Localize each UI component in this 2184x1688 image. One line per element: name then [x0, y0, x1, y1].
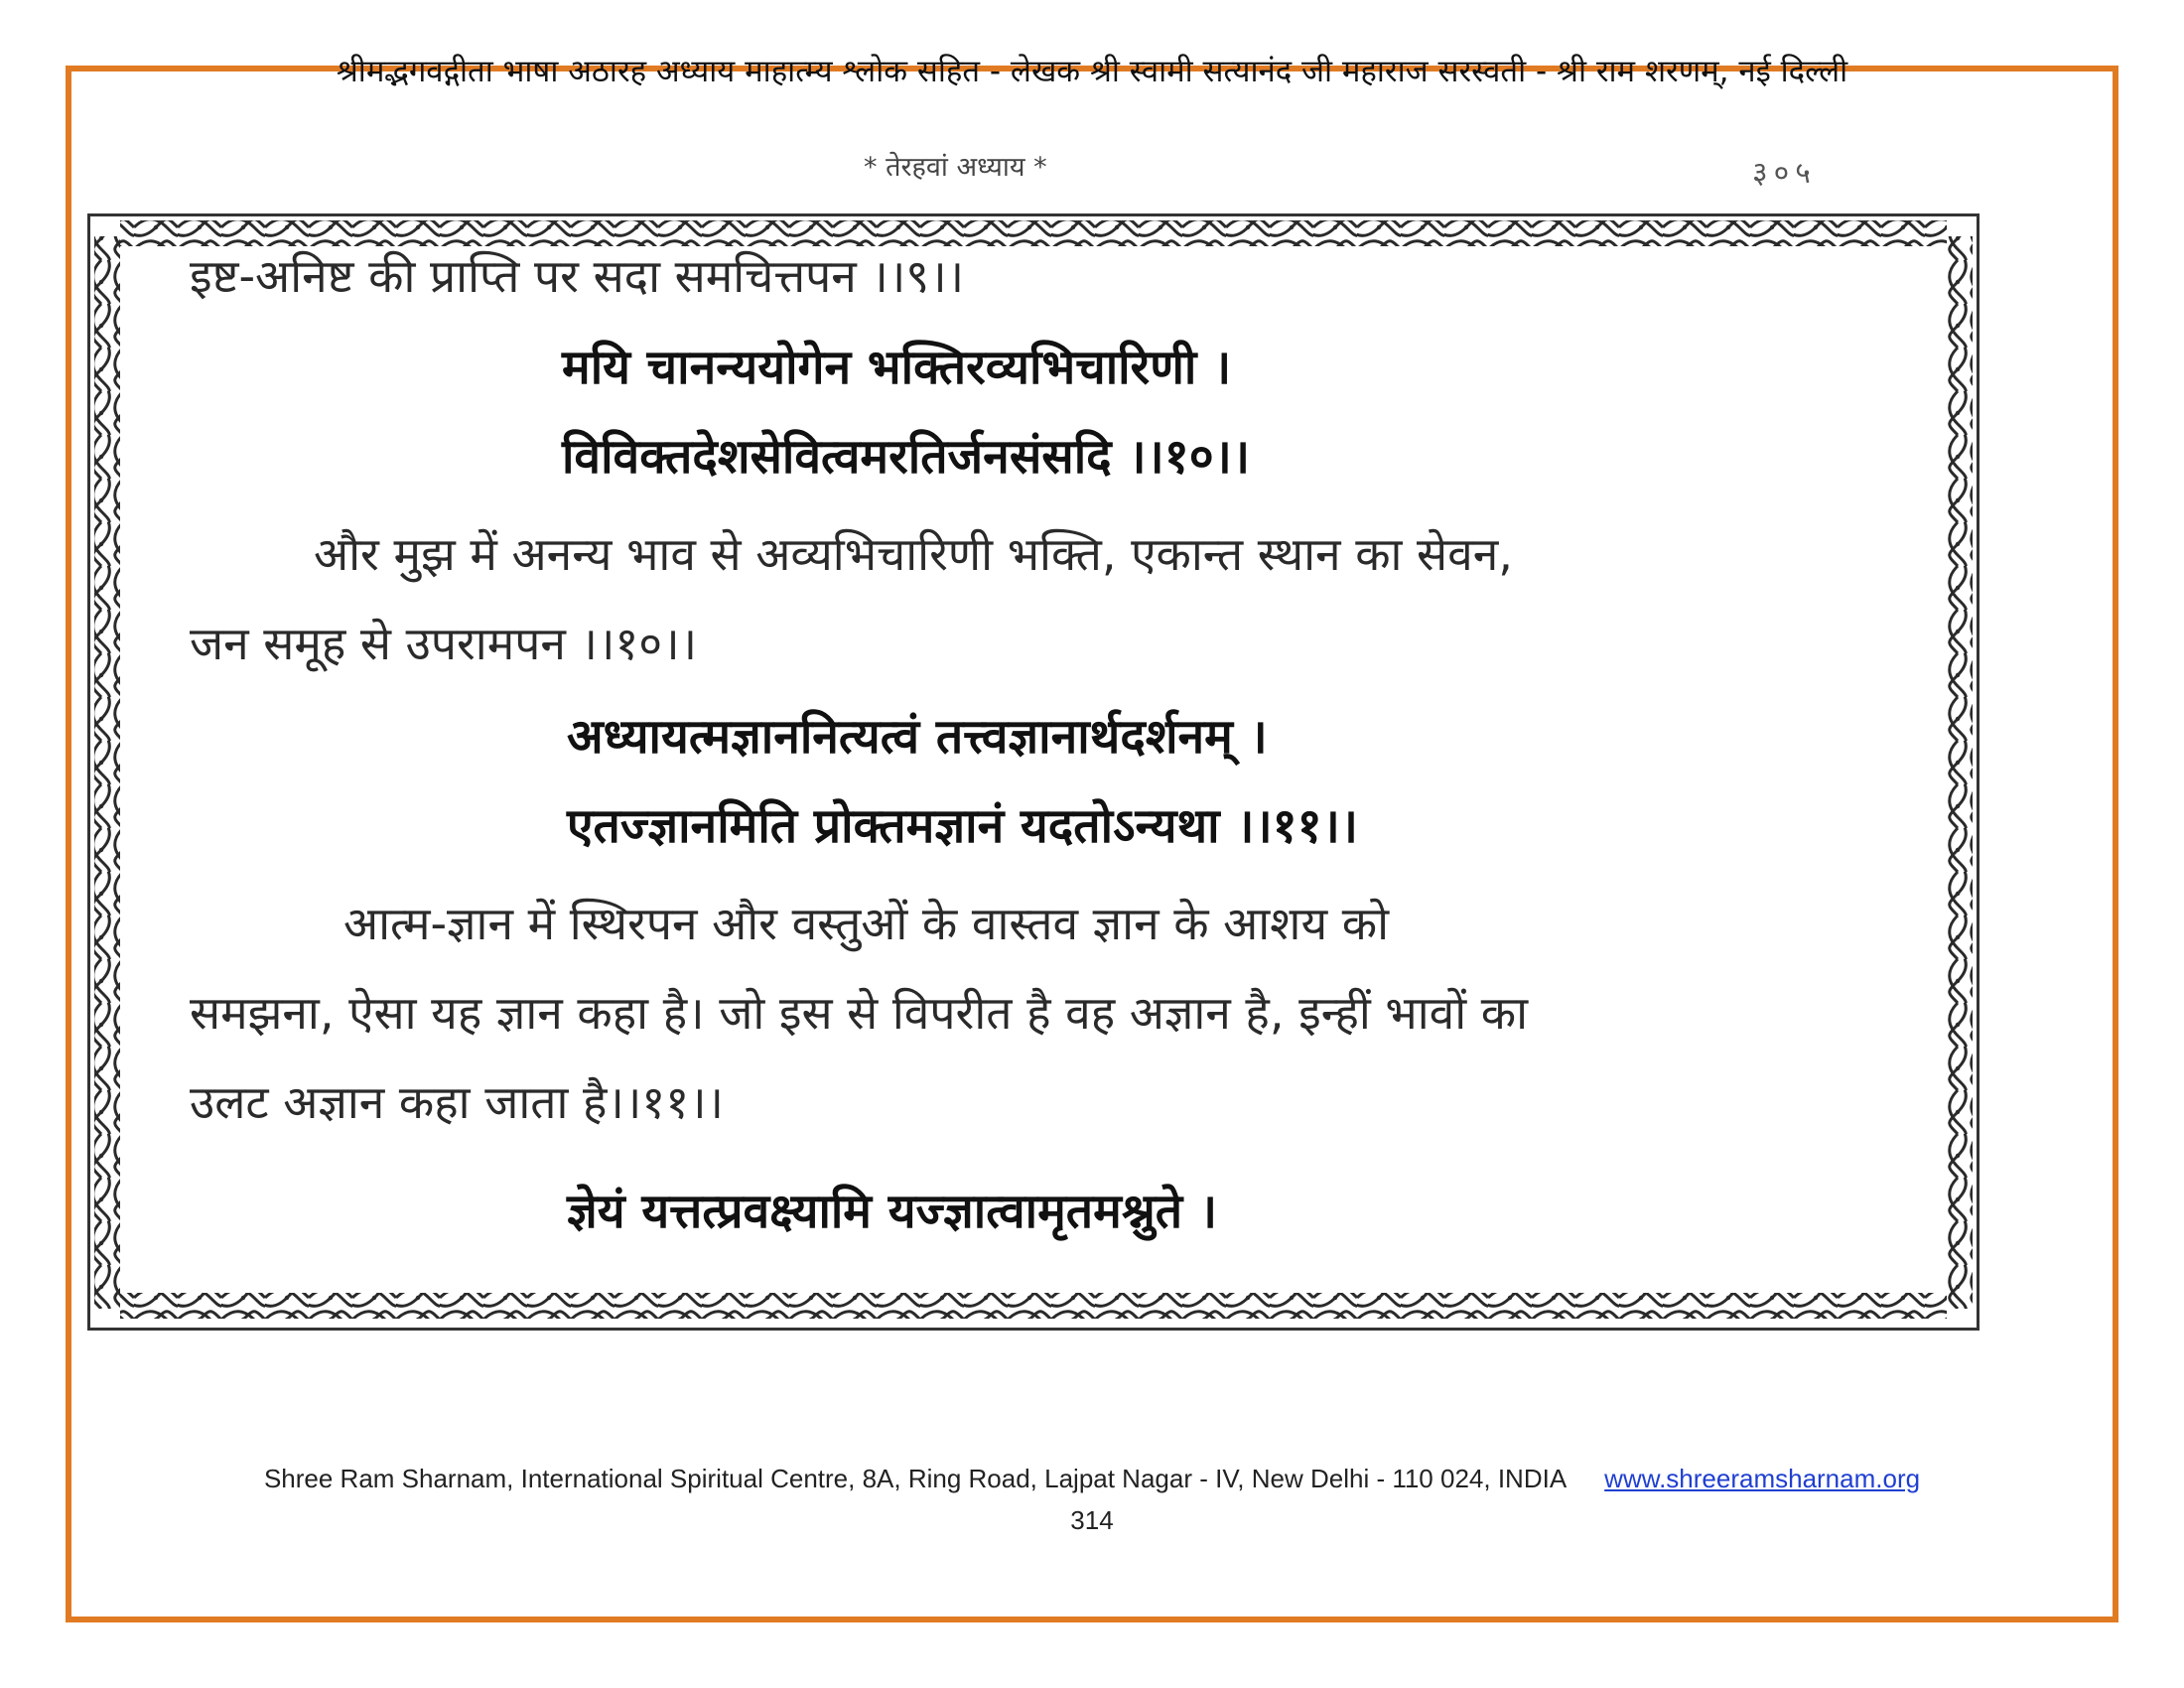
prose-line: और मुझ में अनन्य भाव से अव्यभिचारिणी भक्ति, एकान्त स्थान का सेवन, — [314, 527, 1513, 581]
verse-line: मयि चानन्ययोगेन भक्तिरव्यभिचारिणी । — [562, 340, 1232, 395]
verse-line: अध्यायत्मज्ञाननित्यत्वं तत्त्वज्ञानार्थदर्शनम् । — [567, 709, 1268, 765]
scanned-page-image — [87, 213, 1979, 1331]
prose-line: समझना, ऐसा यह ज्ञान कहा है। जो इस से विपरीत है वह अज्ञान है, इन्हीं भावों का — [190, 986, 1529, 1040]
document-header: श्रीमद्भगवद्गीता भाषा अठारह अध्याय माहात्म्य श्लोक सहित - लेखक श्री स्वामी सत्यानंद जी महाराज सरस्वती - श्री राम शरणम्, नई दिल्ली — [336, 54, 1848, 89]
prose-line: आत्म-ज्ञान में स्थिरपन और वस्तुओं के वास्तव ज्ञान के आशय को — [343, 897, 1390, 950]
verse-line: ज्ञेयं यत्तत्प्रवक्ष्यामि यज्ज्ञात्वामृतमश्नुते । — [567, 1184, 1218, 1239]
scanned-page-number: ३०५ — [1752, 156, 1817, 191]
footer-page-number: 314 — [1070, 1505, 1114, 1535]
footer-address: Shree Ram Sharnam, International Spiritual Centre, 8A, Ring Road, Lajpat Nagar - IV, New Delhi - 110 024, INDIA — [263, 1464, 1568, 1493]
prose-line: जन समूह से उपरामपन ।।१०।। — [190, 617, 698, 670]
prose-line: उलट अज्ञान कहा जाता है।।११।। — [190, 1075, 724, 1129]
verse-line: विविक्तदेशसेवित्वमरतिर्जनसंसदि ।।१०।। — [562, 429, 1251, 485]
chapter-running-head: * तेरहवां अध्याय * — [864, 152, 1047, 183]
website-link[interactable]: www.shreeramsharnam.org — [1604, 1464, 1921, 1493]
prose-line: इष्ट-अनिष्ट की प्राप्ति पर सदा समचित्तपन ।।९।। — [190, 249, 965, 303]
verse-line: एतज्ज्ञानमिति प्रोक्तमज्ञानं यदतोऽन्यथा ।।११।। — [567, 798, 1358, 854]
footer-address-line — [0, 1464, 2184, 1494]
